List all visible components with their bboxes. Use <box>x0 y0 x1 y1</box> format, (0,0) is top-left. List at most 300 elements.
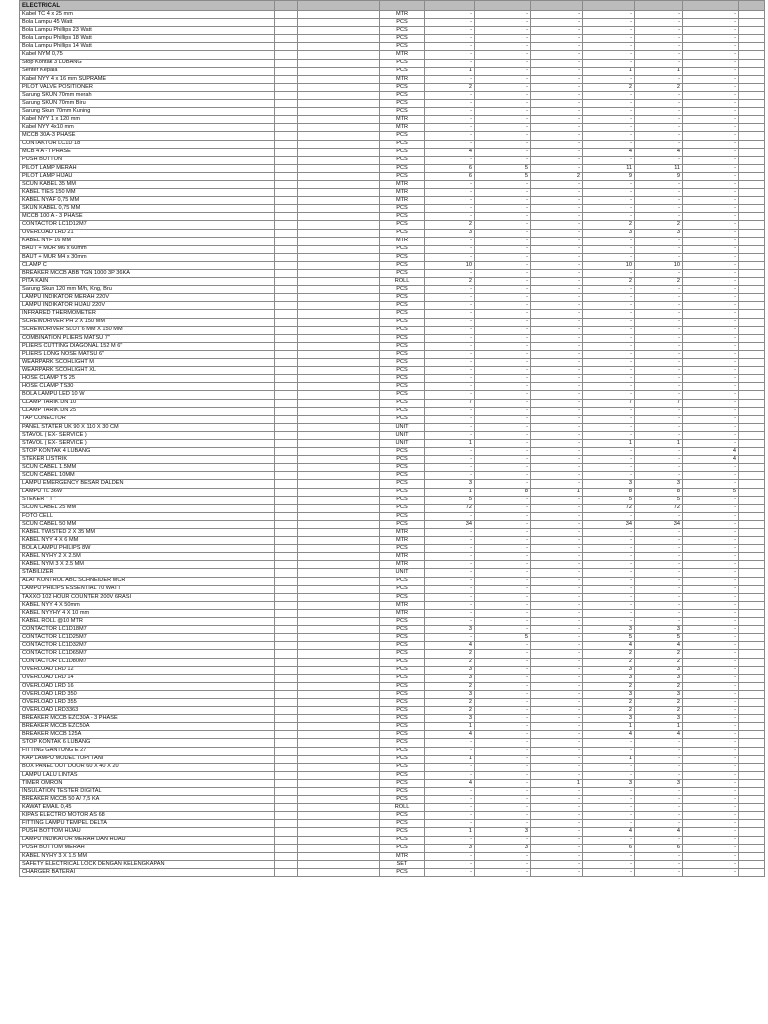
qty-col-3-cell[interactable]: - <box>531 342 583 350</box>
qty-col-5-cell[interactable]: - <box>635 334 683 342</box>
qty-col-1-cell[interactable]: - <box>425 51 475 59</box>
qty-col-1-cell[interactable]: - <box>425 852 475 860</box>
qty-col-1-cell[interactable]: - <box>425 836 475 844</box>
empty-cell[interactable] <box>298 601 380 609</box>
qty-col-3-cell[interactable]: - <box>531 804 583 812</box>
qty-col-4-cell[interactable]: - <box>583 197 635 205</box>
unit-cell[interactable]: PCS <box>380 496 425 504</box>
empty-cell[interactable] <box>298 844 380 852</box>
item-name-cell[interactable]: STAVOL ( EX- SERVICE ) <box>20 439 275 447</box>
qty-col-4-cell[interactable]: 3 <box>583 690 635 698</box>
qty-col-2-cell[interactable]: 5 <box>475 164 531 172</box>
qty-col-5-cell[interactable]: 4 <box>635 731 683 739</box>
qty-col-5-cell[interactable]: - <box>635 423 683 431</box>
item-name-cell[interactable]: LAMPU INDIKATOR MERAH 220V <box>20 294 275 302</box>
qty-col-4-cell[interactable]: 9 <box>583 172 635 180</box>
qty-col-5-cell[interactable]: 3 <box>635 715 683 723</box>
qty-col-1-cell[interactable]: 1 <box>425 67 475 75</box>
qty-col-1-cell[interactable]: - <box>425 27 475 35</box>
qty-col-5-cell[interactable]: 4 <box>635 642 683 650</box>
unit-cell[interactable]: PCS <box>380 545 425 553</box>
item-name-cell[interactable]: BOLA LAMPU LED 10 W <box>20 391 275 399</box>
unit-cell[interactable]: PCS <box>380 779 425 787</box>
qty-col-3-cell[interactable]: - <box>531 723 583 731</box>
empty-cell[interactable] <box>298 472 380 480</box>
qty-col-4-cell[interactable]: - <box>583 205 635 213</box>
empty-cell[interactable] <box>275 180 298 188</box>
empty-cell[interactable] <box>298 359 380 367</box>
qty-col-5-cell[interactable]: - <box>635 464 683 472</box>
empty-cell[interactable] <box>739 512 765 520</box>
empty-cell[interactable] <box>739 367 765 375</box>
empty-cell[interactable] <box>298 828 380 836</box>
qty-col-4-cell[interactable]: - <box>583 270 635 278</box>
qty-col-6-cell[interactable]: - <box>683 868 739 876</box>
qty-col-2-cell[interactable]: - <box>475 180 531 188</box>
qty-col-1-cell[interactable]: - <box>425 431 475 439</box>
qty-col-6-cell[interactable]: - <box>683 577 739 585</box>
qty-col-2-cell[interactable]: - <box>475 375 531 383</box>
unit-cell[interactable]: PCS <box>380 715 425 723</box>
empty-cell[interactable] <box>739 779 765 787</box>
qty-col-2-cell[interactable]: - <box>475 439 531 447</box>
qty-col-4-cell[interactable]: - <box>583 245 635 253</box>
empty-cell[interactable] <box>739 431 765 439</box>
qty-col-3-cell[interactable]: - <box>531 367 583 375</box>
empty-cell[interactable] <box>298 593 380 601</box>
empty-cell[interactable] <box>298 868 380 876</box>
qty-col-1-cell[interactable]: - <box>425 739 475 747</box>
empty-cell[interactable] <box>298 763 380 771</box>
qty-col-6-cell[interactable]: - <box>683 723 739 731</box>
empty-cell[interactable] <box>739 666 765 674</box>
qty-col-3-cell[interactable]: - <box>531 496 583 504</box>
empty-cell[interactable] <box>275 788 298 796</box>
qty-col-3-cell[interactable]: - <box>531 213 583 221</box>
qty-col-5-cell[interactable]: - <box>635 755 683 763</box>
qty-col-2-cell[interactable]: - <box>475 788 531 796</box>
item-name-cell[interactable]: Kabel TC 4 x 25 mm <box>20 11 275 19</box>
empty-cell[interactable] <box>739 707 765 715</box>
empty-cell[interactable] <box>275 197 298 205</box>
qty-col-1-cell[interactable]: 2 <box>425 278 475 286</box>
empty-cell[interactable] <box>275 763 298 771</box>
qty-col-4-cell[interactable]: - <box>583 512 635 520</box>
empty-cell[interactable] <box>275 108 298 116</box>
qty-col-2-cell[interactable]: - <box>475 221 531 229</box>
qty-col-3-cell[interactable]: - <box>531 577 583 585</box>
qty-col-5-cell[interactable]: 3 <box>635 779 683 787</box>
empty-cell[interactable] <box>739 488 765 496</box>
qty-col-2-cell[interactable]: - <box>475 83 531 91</box>
qty-col-1-cell[interactable]: - <box>425 367 475 375</box>
empty-cell[interactable] <box>739 140 765 148</box>
empty-cell[interactable] <box>298 545 380 553</box>
empty-cell[interactable] <box>275 237 298 245</box>
empty-cell[interactable] <box>739 11 765 19</box>
empty-cell[interactable] <box>298 860 380 868</box>
header-cell[interactable] <box>425 1 475 11</box>
qty-col-3-cell[interactable]: - <box>531 326 583 334</box>
qty-col-5-cell[interactable]: 3 <box>635 626 683 634</box>
qty-col-3-cell[interactable]: - <box>531 302 583 310</box>
unit-cell[interactable]: PCS <box>380 577 425 585</box>
empty-cell[interactable] <box>275 650 298 658</box>
qty-col-3-cell[interactable]: - <box>531 715 583 723</box>
qty-col-4-cell[interactable]: 1 <box>583 755 635 763</box>
empty-cell[interactable] <box>275 359 298 367</box>
empty-cell[interactable] <box>275 844 298 852</box>
empty-cell[interactable] <box>275 520 298 528</box>
item-name-cell[interactable]: COMBINATION PLIERS MATSU 7" <box>20 334 275 342</box>
unit-cell[interactable]: PCS <box>380 383 425 391</box>
unit-cell[interactable]: PCS <box>380 731 425 739</box>
qty-col-3-cell[interactable]: - <box>531 585 583 593</box>
qty-col-5-cell[interactable]: - <box>635 601 683 609</box>
qty-col-6-cell[interactable]: - <box>683 132 739 140</box>
qty-col-1-cell[interactable]: 2 <box>425 707 475 715</box>
qty-col-5-cell[interactable]: 6 <box>635 844 683 852</box>
qty-col-1-cell[interactable]: - <box>425 391 475 399</box>
empty-cell[interactable] <box>739 350 765 358</box>
qty-col-1-cell[interactable]: - <box>425 140 475 148</box>
unit-cell[interactable]: MTR <box>380 561 425 569</box>
qty-col-4-cell[interactable]: - <box>583 359 635 367</box>
unit-cell[interactable]: PCS <box>380 326 425 334</box>
item-name-cell[interactable]: CONTACTOR LC1D65M7 <box>20 650 275 658</box>
empty-cell[interactable] <box>298 456 380 464</box>
empty-cell[interactable] <box>275 19 298 27</box>
qty-col-5-cell[interactable]: - <box>635 294 683 302</box>
empty-cell[interactable] <box>298 820 380 828</box>
empty-cell[interactable] <box>298 431 380 439</box>
unit-cell[interactable]: PCS <box>380 253 425 261</box>
empty-cell[interactable] <box>275 593 298 601</box>
qty-col-4-cell[interactable]: 3 <box>583 715 635 723</box>
unit-cell[interactable]: PCS <box>380 359 425 367</box>
qty-col-4-cell[interactable]: - <box>583 180 635 188</box>
qty-col-3-cell[interactable]: - <box>531 270 583 278</box>
qty-col-6-cell[interactable]: - <box>683 828 739 836</box>
header-cell[interactable] <box>380 1 425 11</box>
qty-col-5-cell[interactable]: 5 <box>635 634 683 642</box>
qty-col-1-cell[interactable]: - <box>425 609 475 617</box>
empty-cell[interactable] <box>275 553 298 561</box>
empty-cell[interactable] <box>275 75 298 83</box>
qty-col-2-cell[interactable]: - <box>475 836 531 844</box>
qty-col-5-cell[interactable]: - <box>635 342 683 350</box>
item-name-cell[interactable]: MCB 4 A - I PHASE <box>20 148 275 156</box>
qty-col-1-cell[interactable]: - <box>425 213 475 221</box>
empty-cell[interactable] <box>739 91 765 99</box>
empty-cell[interactable] <box>739 286 765 294</box>
item-name-cell[interactable]: LAMPU LALU LINTAS <box>20 771 275 779</box>
qty-col-4-cell[interactable]: - <box>583 448 635 456</box>
qty-col-2-cell[interactable]: - <box>475 569 531 577</box>
qty-col-6-cell[interactable]: - <box>683 75 739 83</box>
qty-col-1-cell[interactable]: 3 <box>425 844 475 852</box>
qty-col-2-cell[interactable]: - <box>475 561 531 569</box>
qty-col-4-cell[interactable]: - <box>583 601 635 609</box>
empty-cell[interactable] <box>739 302 765 310</box>
empty-cell[interactable] <box>298 771 380 779</box>
qty-col-4-cell[interactable]: - <box>583 585 635 593</box>
qty-col-1-cell[interactable]: - <box>425 326 475 334</box>
empty-cell[interactable] <box>739 456 765 464</box>
qty-col-6-cell[interactable]: - <box>683 245 739 253</box>
qty-col-5-cell[interactable]: - <box>635 569 683 577</box>
item-name-cell[interactable]: BREAKER MCCB EZC50A <box>20 723 275 731</box>
qty-col-6-cell[interactable]: - <box>683 229 739 237</box>
empty-cell[interactable] <box>739 310 765 318</box>
qty-col-3-cell[interactable]: - <box>531 253 583 261</box>
qty-col-5-cell[interactable]: - <box>635 860 683 868</box>
unit-cell[interactable]: PCS <box>380 310 425 318</box>
empty-cell[interactable] <box>275 11 298 19</box>
empty-cell[interactable] <box>739 715 765 723</box>
qty-col-4-cell[interactable]: - <box>583 820 635 828</box>
qty-col-4-cell[interactable]: - <box>583 253 635 261</box>
qty-col-2-cell[interactable]: - <box>475 261 531 269</box>
qty-col-4-cell[interactable]: - <box>583 391 635 399</box>
qty-col-3-cell[interactable]: 1 <box>531 488 583 496</box>
empty-cell[interactable] <box>275 698 298 706</box>
qty-col-5-cell[interactable]: 5 <box>635 496 683 504</box>
unit-cell[interactable]: PCS <box>380 367 425 375</box>
empty-cell[interactable] <box>739 577 765 585</box>
qty-col-3-cell[interactable]: - <box>531 698 583 706</box>
qty-col-3-cell[interactable]: - <box>531 229 583 237</box>
empty-cell[interactable] <box>739 642 765 650</box>
item-name-cell[interactable]: CLAMP TARIK DN 10 <box>20 399 275 407</box>
qty-col-4-cell[interactable]: - <box>583 59 635 67</box>
empty-cell[interactable] <box>298 707 380 715</box>
unit-cell[interactable]: PCS <box>380 771 425 779</box>
qty-col-2-cell[interactable]: - <box>475 723 531 731</box>
qty-col-1-cell[interactable]: - <box>425 310 475 318</box>
item-name-cell[interactable]: Kabel NYM 0,75 <box>20 51 275 59</box>
qty-col-4-cell[interactable]: - <box>583 100 635 108</box>
qty-col-2-cell[interactable]: - <box>475 626 531 634</box>
qty-col-5-cell[interactable]: 34 <box>635 520 683 528</box>
qty-col-3-cell[interactable]: - <box>531 108 583 116</box>
qty-col-6-cell[interactable]: - <box>683 67 739 75</box>
empty-cell[interactable] <box>275 221 298 229</box>
empty-cell[interactable] <box>739 804 765 812</box>
qty-col-2-cell[interactable]: - <box>475 132 531 140</box>
empty-cell[interactable] <box>298 189 380 197</box>
qty-col-5-cell[interactable]: - <box>635 310 683 318</box>
qty-col-2-cell[interactable]: - <box>475 189 531 197</box>
unit-cell[interactable]: PCS <box>380 504 425 512</box>
qty-col-6-cell[interactable]: - <box>683 59 739 67</box>
qty-col-5-cell[interactable]: - <box>635 318 683 326</box>
qty-col-1-cell[interactable]: 4 <box>425 779 475 787</box>
empty-cell[interactable] <box>275 860 298 868</box>
empty-cell[interactable] <box>298 43 380 51</box>
qty-col-1-cell[interactable]: 6 <box>425 172 475 180</box>
qty-col-5-cell[interactable]: 2 <box>635 278 683 286</box>
qty-col-6-cell[interactable]: - <box>683 520 739 528</box>
empty-cell[interactable] <box>298 124 380 132</box>
qty-col-2-cell[interactable]: - <box>475 294 531 302</box>
unit-cell[interactable]: PCS <box>380 763 425 771</box>
qty-col-5-cell[interactable]: - <box>635 326 683 334</box>
qty-col-6-cell[interactable]: - <box>683 100 739 108</box>
item-name-cell[interactable]: Bola Lampu Phillips 18 Watt <box>20 35 275 43</box>
qty-col-3-cell[interactable]: - <box>531 180 583 188</box>
qty-col-5-cell[interactable]: - <box>635 512 683 520</box>
qty-col-3-cell[interactable]: - <box>531 658 583 666</box>
unit-cell[interactable]: PCS <box>380 796 425 804</box>
item-name-cell[interactable]: LAMPU EMERGENCY BESAR DALDEN <box>20 480 275 488</box>
empty-cell[interactable] <box>275 771 298 779</box>
qty-col-5-cell[interactable]: 3 <box>635 229 683 237</box>
qty-col-5-cell[interactable]: - <box>635 456 683 464</box>
empty-cell[interactable] <box>739 278 765 286</box>
qty-col-3-cell[interactable]: - <box>531 609 583 617</box>
qty-col-5-cell[interactable]: - <box>635 577 683 585</box>
empty-cell[interactable] <box>275 350 298 358</box>
unit-cell[interactable]: PCS <box>380 520 425 528</box>
empty-cell[interactable] <box>739 755 765 763</box>
item-name-cell[interactable]: FITTING LAMPU TEMPEL DELTA <box>20 820 275 828</box>
empty-cell[interactable] <box>739 326 765 334</box>
qty-col-3-cell[interactable]: - <box>531 59 583 67</box>
item-name-cell[interactable]: HOSE CLAMP TS 25 <box>20 375 275 383</box>
qty-col-4-cell[interactable]: 3 <box>583 480 635 488</box>
qty-col-5-cell[interactable]: - <box>635 763 683 771</box>
empty-cell[interactable] <box>739 537 765 545</box>
empty-cell[interactable] <box>298 310 380 318</box>
qty-col-3-cell[interactable]: - <box>531 334 583 342</box>
empty-cell[interactable] <box>739 828 765 836</box>
empty-cell[interactable] <box>275 229 298 237</box>
empty-cell[interactable] <box>739 561 765 569</box>
empty-cell[interactable] <box>739 820 765 828</box>
empty-cell[interactable] <box>275 91 298 99</box>
item-name-cell[interactable]: PUSH BUTTON <box>20 156 275 164</box>
qty-col-4-cell[interactable]: - <box>583 609 635 617</box>
item-name-cell[interactable]: CHARGER BATERAI <box>20 868 275 876</box>
empty-cell[interactable] <box>739 472 765 480</box>
unit-cell[interactable]: MTR <box>380 529 425 537</box>
empty-cell[interactable] <box>275 59 298 67</box>
qty-col-5-cell[interactable]: - <box>635 415 683 423</box>
qty-col-5-cell[interactable]: - <box>635 156 683 164</box>
qty-col-4-cell[interactable]: - <box>583 464 635 472</box>
qty-col-4-cell[interactable]: 4 <box>583 148 635 156</box>
qty-col-1-cell[interactable]: - <box>425 375 475 383</box>
empty-cell[interactable] <box>275 415 298 423</box>
empty-cell[interactable] <box>275 804 298 812</box>
qty-col-2-cell[interactable]: - <box>475 537 531 545</box>
qty-col-4-cell[interactable]: - <box>583 116 635 124</box>
empty-cell[interactable] <box>275 609 298 617</box>
qty-col-6-cell[interactable]: - <box>683 140 739 148</box>
qty-col-1-cell[interactable]: 3 <box>425 626 475 634</box>
empty-cell[interactable] <box>739 83 765 91</box>
empty-cell[interactable] <box>275 67 298 75</box>
item-name-cell[interactable]: TAXXO 102 HOUR COUNTER 200V 6RASI <box>20 593 275 601</box>
empty-cell[interactable] <box>739 108 765 116</box>
item-name-cell[interactable]: SAFETY ELECTRICAL LOCK DENGAN KELENGKAPAN <box>20 860 275 868</box>
qty-col-1-cell[interactable]: 3 <box>425 715 475 723</box>
qty-col-5-cell[interactable]: - <box>635 59 683 67</box>
qty-col-5-cell[interactable]: - <box>635 11 683 19</box>
empty-cell[interactable] <box>739 237 765 245</box>
qty-col-3-cell[interactable]: - <box>531 828 583 836</box>
unit-cell[interactable]: PCS <box>380 229 425 237</box>
empty-cell[interactable] <box>739 439 765 447</box>
qty-col-4-cell[interactable]: - <box>583 91 635 99</box>
empty-cell[interactable] <box>275 245 298 253</box>
empty-cell[interactable] <box>275 302 298 310</box>
qty-col-6-cell[interactable]: - <box>683 156 739 164</box>
item-name-cell[interactable]: CONTACTOR LC1D18M7 <box>20 626 275 634</box>
empty-cell[interactable] <box>298 496 380 504</box>
qty-col-6-cell[interactable]: - <box>683 804 739 812</box>
empty-cell[interactable] <box>275 278 298 286</box>
qty-col-4-cell[interactable]: 2 <box>583 83 635 91</box>
qty-col-2-cell[interactable]: - <box>475 100 531 108</box>
unit-cell[interactable]: PCS <box>380 690 425 698</box>
qty-col-2-cell[interactable]: - <box>475 512 531 520</box>
empty-cell[interactable] <box>739 868 765 876</box>
qty-col-2-cell[interactable]: - <box>475 156 531 164</box>
empty-cell[interactable] <box>739 690 765 698</box>
item-name-cell[interactable]: SCUN CABEL 25 MM <box>20 504 275 512</box>
unit-cell[interactable]: UNIT <box>380 423 425 431</box>
qty-col-3-cell[interactable]: - <box>531 537 583 545</box>
unit-cell[interactable]: PCS <box>380 626 425 634</box>
item-name-cell[interactable]: PITA KAIN <box>20 278 275 286</box>
unit-cell[interactable]: PCS <box>380 19 425 27</box>
unit-cell[interactable]: MTR <box>380 189 425 197</box>
qty-col-1-cell[interactable]: - <box>425 634 475 642</box>
qty-col-1-cell[interactable]: - <box>425 618 475 626</box>
unit-cell[interactable]: PCS <box>380 334 425 342</box>
empty-cell[interactable] <box>739 618 765 626</box>
empty-cell[interactable] <box>739 180 765 188</box>
qty-col-4-cell[interactable]: 11 <box>583 164 635 172</box>
qty-col-3-cell[interactable]: - <box>531 771 583 779</box>
qty-col-1-cell[interactable]: - <box>425 11 475 19</box>
qty-col-2-cell[interactable]: - <box>475 820 531 828</box>
qty-col-5-cell[interactable]: - <box>635 116 683 124</box>
qty-col-4-cell[interactable]: 10 <box>583 261 635 269</box>
qty-col-6-cell[interactable]: - <box>683 642 739 650</box>
qty-col-2-cell[interactable]: - <box>475 205 531 213</box>
empty-cell[interactable] <box>275 512 298 520</box>
qty-col-3-cell[interactable]: - <box>531 27 583 35</box>
qty-col-3-cell[interactable]: 2 <box>531 172 583 180</box>
qty-col-1-cell[interactable]: - <box>425 537 475 545</box>
empty-cell[interactable] <box>739 860 765 868</box>
qty-col-3-cell[interactable]: - <box>531 148 583 156</box>
item-name-cell[interactable]: Stop Kontak 3 LUBANG <box>20 59 275 67</box>
qty-col-2-cell[interactable]: - <box>475 456 531 464</box>
qty-col-5-cell[interactable]: - <box>635 771 683 779</box>
qty-col-1-cell[interactable]: - <box>425 342 475 350</box>
empty-cell[interactable] <box>298 852 380 860</box>
qty-col-1-cell[interactable]: - <box>425 334 475 342</box>
qty-col-3-cell[interactable]: - <box>531 820 583 828</box>
qty-col-2-cell[interactable]: - <box>475 407 531 415</box>
item-name-cell[interactable]: KABEL NYHY 2 X 2.5M <box>20 553 275 561</box>
qty-col-3-cell[interactable]: - <box>531 690 583 698</box>
qty-col-2-cell[interactable]: - <box>475 213 531 221</box>
